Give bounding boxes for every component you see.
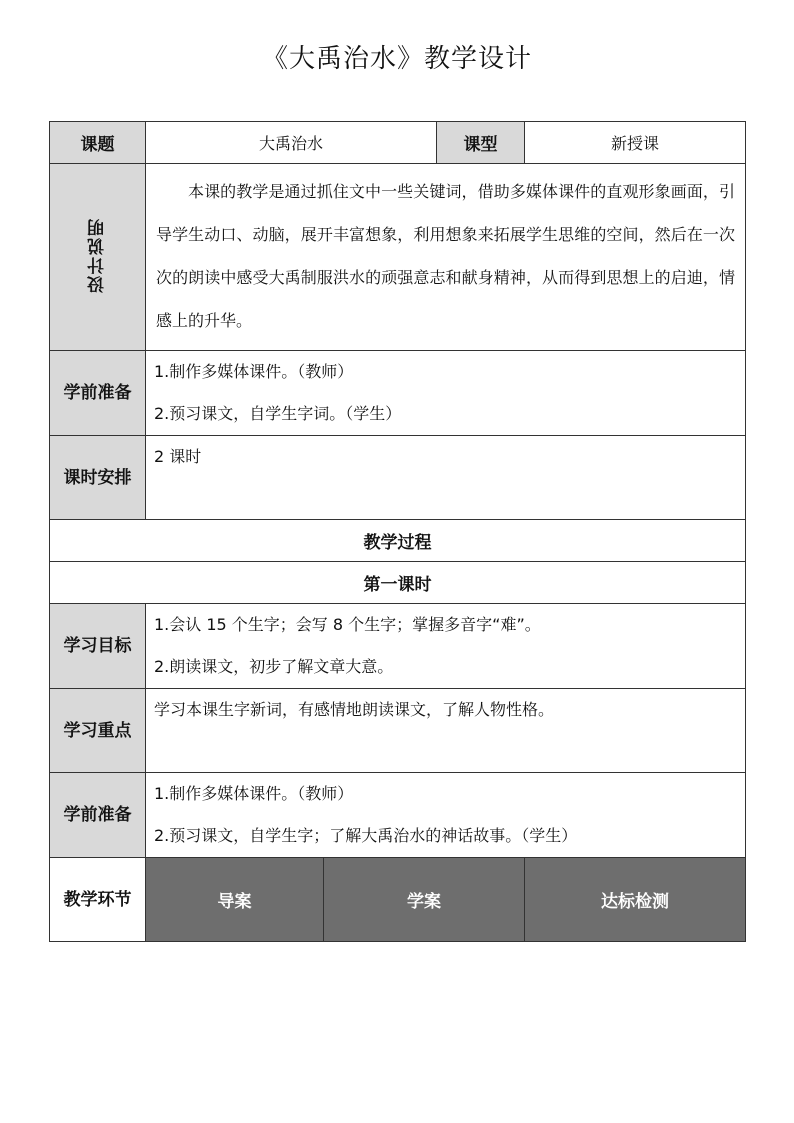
stages-label: 教学环节 xyxy=(50,858,146,942)
goals-list xyxy=(146,604,746,689)
lesson-heading-row xyxy=(50,562,746,604)
stages-row xyxy=(50,858,746,942)
prep-1-list xyxy=(146,351,746,436)
schedule-cell xyxy=(146,436,746,520)
lesson-plan-table xyxy=(49,121,746,942)
key-points-label: 学习重点 xyxy=(50,689,146,773)
header-row xyxy=(50,122,746,164)
key-points-row xyxy=(50,689,746,773)
design-note-label: 设计说明 xyxy=(88,217,108,293)
list-item: 2.朗读课文，初步了解文章大意。 xyxy=(154,657,394,676)
schedule-row xyxy=(50,436,746,520)
prep-2-list xyxy=(146,773,746,858)
process-heading-row xyxy=(50,520,746,562)
topic-label: 课题 xyxy=(50,122,146,164)
lesson-heading: 第一课时 xyxy=(50,562,746,604)
type-value: 新授课 xyxy=(525,122,746,164)
list-item: 2.预习课文，自学生字；了解大禹治水的神话故事。（学生） xyxy=(154,826,578,845)
schedule-label: 课时安排 xyxy=(50,436,146,520)
goals-label: 学习目标 xyxy=(50,604,146,689)
process-heading: 教学过程 xyxy=(50,520,746,562)
list-item: 1.制作多媒体课件。（教师） xyxy=(154,784,354,803)
topic-value: 大禹治水 xyxy=(146,122,437,164)
key-points-cell xyxy=(146,689,746,773)
list-item: 2.预习课文，自学生字词。（学生） xyxy=(154,404,402,423)
type-label: 课型 xyxy=(437,122,525,164)
stage-study-header: 学案 xyxy=(324,858,525,942)
stage-guide-header: 导案 xyxy=(146,858,324,942)
schedule-value: 2 课时 xyxy=(154,447,202,466)
design-note-row xyxy=(50,164,746,351)
prep-row-1 xyxy=(50,351,746,436)
prep-2-label: 学前准备 xyxy=(50,773,146,858)
stage-check-header: 达标检测 xyxy=(525,858,746,942)
prep-1-label: 学前准备 xyxy=(50,351,146,436)
list-item: 1.制作多媒体课件。（教师） xyxy=(154,362,354,381)
page-title: 《大禹治水》教学设计 xyxy=(261,44,532,74)
prep-row-2 xyxy=(50,773,746,858)
goals-row xyxy=(50,604,746,689)
design-note-label-cell xyxy=(50,164,146,351)
design-note-text: 本课的教学是通过抓住文中一些关键词，借助多媒体课件的直观形象画面，引导学生动口、动脑，展开丰富想象，利用想象来拓展学生思维的空间，然后在一次次的朗读中感受大禹制服洪水的顽强意志和献身精神，从而得到思想上的启迪，情感上的升华。 xyxy=(146,164,746,351)
list-item: 1.会认 15 个生字；会写 8 个生字；掌握多音字“难”。 xyxy=(154,615,541,634)
key-points-value: 学习本课生字新词，有感情地朗读课文，了解人物性格。 xyxy=(154,700,555,719)
